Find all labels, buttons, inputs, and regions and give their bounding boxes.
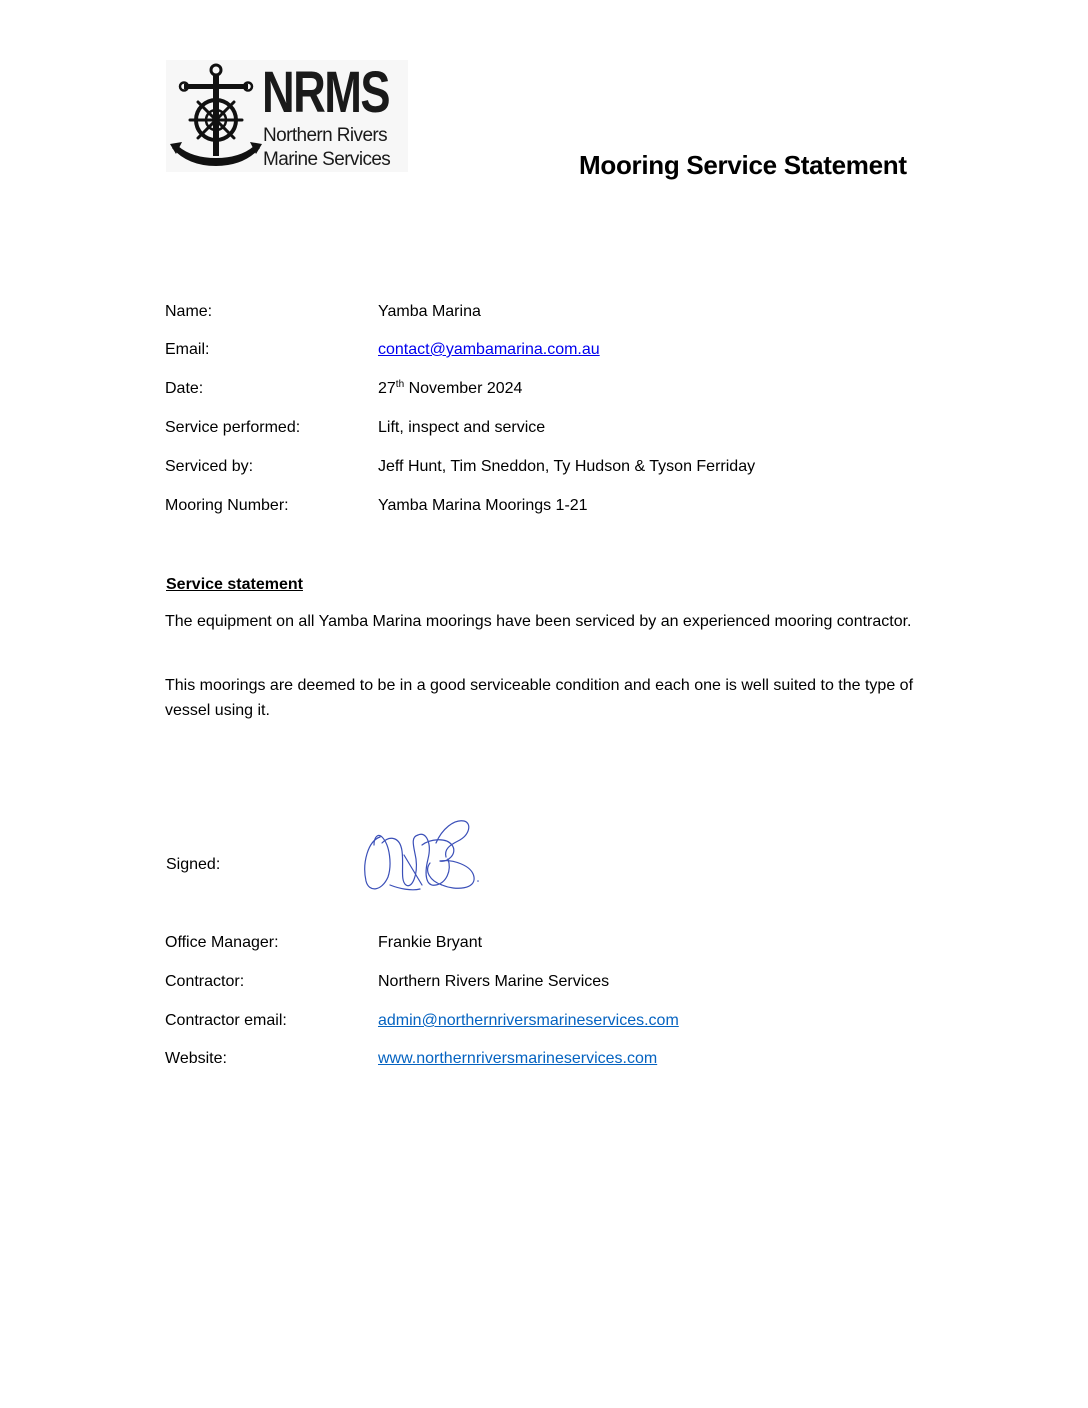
field-label: Office Manager: [165,934,279,951]
logo-line-1: Northern Rivers [263,125,388,146]
service-statement-heading: Service statement [166,576,303,593]
date-day: 27 [378,380,396,397]
contractor-email-link[interactable]: admin@northernriversmarineservices.com [378,1012,679,1029]
field-value: Yamba Marina [378,303,481,320]
logo-acronym: NRMS [262,60,389,125]
company-logo [166,60,408,172]
handwritten-signature-icon [360,815,485,897]
field-label: Email: [165,341,210,358]
email-link[interactable]: contact@yambamarina.com.au [378,341,600,358]
field-value: Yamba Marina Moorings 1-21 [378,497,588,514]
field-value: Frankie Bryant [378,934,483,951]
field-value: Northern Rivers Marine Services [378,973,610,990]
anchor-ship-wheel-icon [168,62,264,170]
field-value: Jeff Hunt, Tim Sneddon, Ty Hudson & Tyson Ferriday [378,458,756,475]
website-link[interactable]: www.northernriversmarineservices.com [378,1050,658,1067]
field-label: Mooring Number: [165,497,289,514]
field-label: Contractor email: [165,1012,287,1029]
signed-label: Signed: [166,856,221,873]
logo-line-2: Marine Services [263,149,391,170]
field-value [378,377,522,401]
field-label: Name: [165,303,213,320]
date-ordinal-suffix: th [395,379,405,390]
field-label: Service performed: [165,419,301,436]
statement-paragraph: This moorings are deemed to be in a good serviceable condition and each one is well suited to the type of vessel using it. [165,677,914,719]
field-label: Serviced by: [165,458,254,475]
statement-paragraph: The equipment on all Yamba Marina moorings have been serviced by an experienced mooring contractor. [165,613,912,630]
field-label: Contractor: [165,973,245,990]
field-label: Website: [165,1050,227,1067]
date-month-year: November 2024 [404,380,523,397]
field-value: Lift, inspect and service [378,419,546,436]
field-label: Date: [165,380,204,397]
page-title: Mooring Service Statement [579,150,907,180]
